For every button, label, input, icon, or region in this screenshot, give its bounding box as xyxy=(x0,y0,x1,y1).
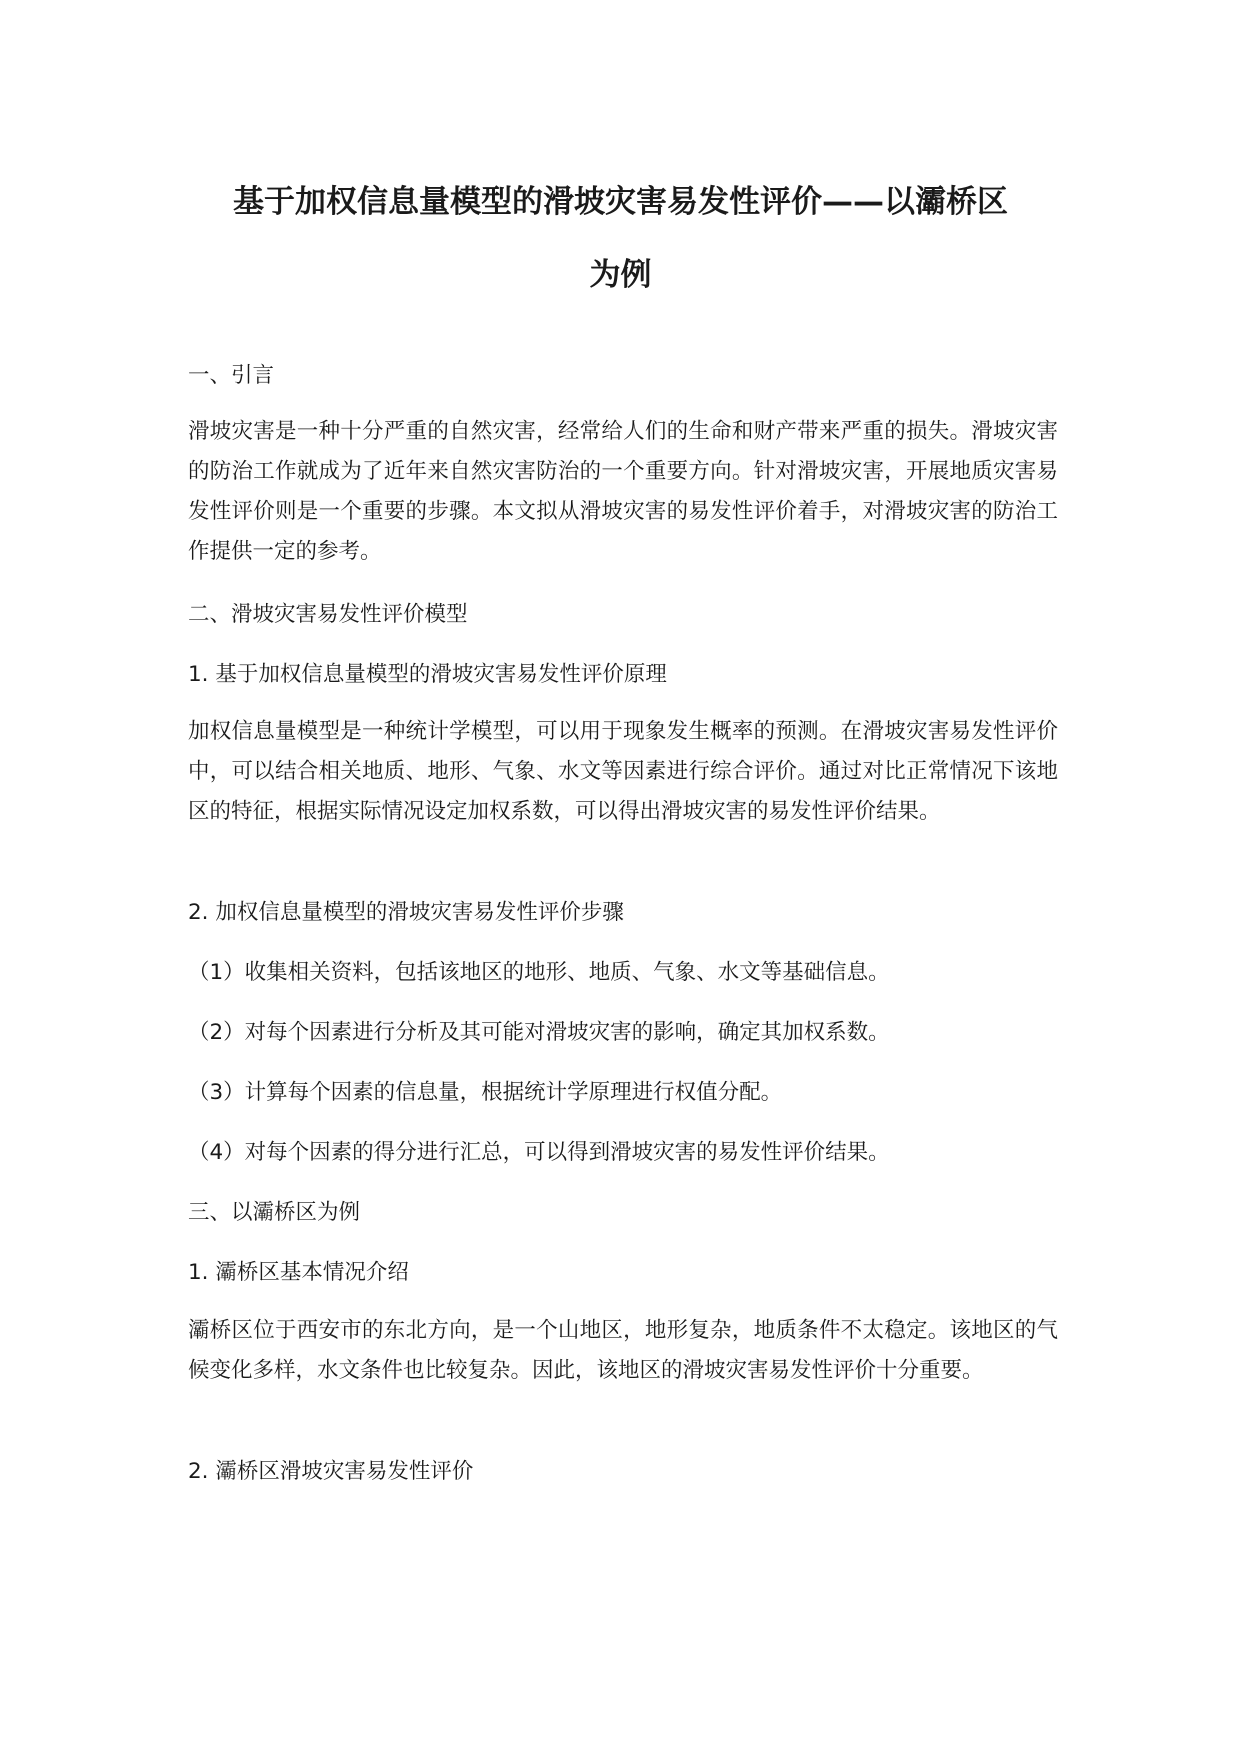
step-1: （1）收集相关资料，包括该地区的地形、地质、气象、水文等基础信息。 xyxy=(188,960,890,985)
section3-1-heading: 1. 灞桥区基本情况介绍 xyxy=(188,1260,409,1285)
section1-paragraph: 滑坡灾害是一种十分严重的自然灾害，经常给人们的生命和财产带来严重的损失。滑坡灾害的防治工作就成为了近年来自然灾害防治的一个重要方向。针对滑坡灾害，开展地质灾害易发性评价则是一个重要的步骤。本文拟从滑坡灾害的易发性评价着手，对滑坡灾害的防治工作提供一定的参考。 xyxy=(188,419,1058,564)
document-title-line1: 基于加权信息量模型的滑坡灾害易发性评价——以灞桥区 xyxy=(233,184,1008,220)
section2-heading: 二、滑坡灾害易发性评价模型 xyxy=(188,602,468,627)
step-2: （2）对每个因素进行分析及其可能对滑坡灾害的影响，确定其加权系数。 xyxy=(188,1020,890,1045)
section1-heading: 一、引言 xyxy=(188,363,275,388)
document-title-line2: 为例 xyxy=(589,257,652,293)
section3-1-paragraph: 灞桥区位于西安市的东北方向，是一个山地区，地形复杂，地质条件不太稳定。该地区的气候变化多样，水文条件也比较复杂。因此，该地区的滑坡灾害易发性评价十分重要。 xyxy=(188,1318,1058,1383)
section2-1-paragraph: 加权信息量模型是一种统计学模型，可以用于现象发生概率的预测。在滑坡灾害易发性评价中，可以结合相关地质、地形、气象、水文等因素进行综合评价。通过对比正常情况下该地区的特征，根据实际情况设定加权系数，可以得出滑坡灾害的易发性评价结果。 xyxy=(188,719,1058,824)
section2-1-heading: 1. 基于加权信息量模型的滑坡灾害易发性评价原理 xyxy=(188,662,667,687)
step-3: （3）计算每个因素的信息量，根据统计学原理进行权值分配。 xyxy=(188,1080,783,1105)
step-4: （4）对每个因素的得分进行汇总，可以得到滑坡灾害的易发性评价结果。 xyxy=(188,1140,890,1165)
section3-2-heading: 2. 灞桥区滑坡灾害易发性评价 xyxy=(188,1459,474,1484)
section3-heading: 三、以灞桥区为例 xyxy=(188,1200,361,1225)
section2-2-heading: 2. 加权信息量模型的滑坡灾害易发性评价步骤 xyxy=(188,900,624,925)
